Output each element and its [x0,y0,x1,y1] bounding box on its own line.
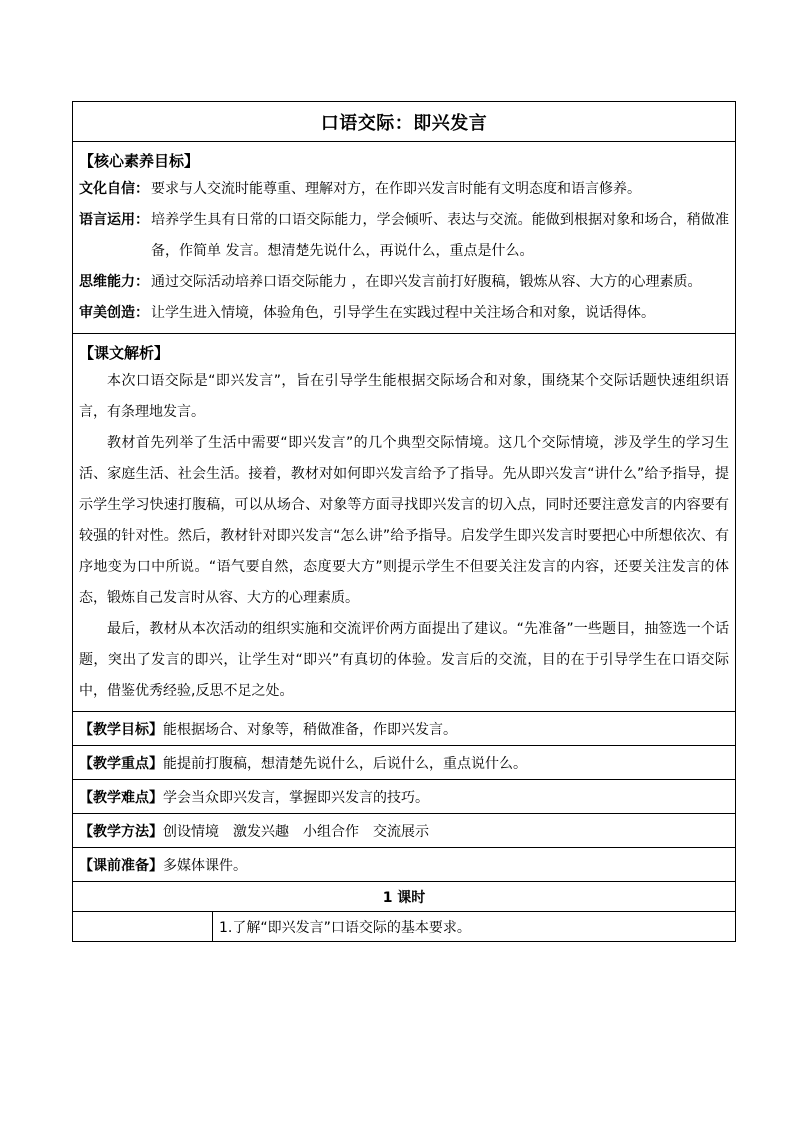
goal-label: 审美创造： [79,305,149,321]
teaching-difficulty-label: 【教学难点】 [79,789,163,806]
analysis-paragraph: 最后，教材从本次活动的组织实施和交流评价两方面提出了建议。“先准备”一些题目，抽签选一个话题，突出了发言的即兴，让学生对“即兴”有真切的体验。发言后的交流，目的在于引导学生在口语交际中，借鉴优秀经验,反思不足之处。 [79,621,729,699]
teaching-focus-label: 【教学重点】 [79,755,163,772]
teaching-focus-text: 能提前打腹稿，想清楚先说什么，后说什么，重点说什么。 [163,755,527,772]
analysis-paragraph: 教材首先列举了生活中需要“即兴发言”的几个典型交际情境。这几个交际情境，涉及学生的学习生活、家庭生活、社会生活。接着，教材对如何即兴发言给予了指导。先从即兴发言“讲什么”给予指导，提示学生学习快速打腹稿，可以从场合、对象等方面寻找即兴发言的切入点，同时还要注意发言的内容要有较强的针对性。然后，教材针对即兴发言“怎么讲”给予指导。启发学生即兴发言时要把心中所想依次、有序地变为口中所说。“语气要自然，态度要大方”则提示学生不但要关注发言的内容，还要关注发言的体态，锻炼自己发言时从容、大方的心理素质。 [79,435,729,606]
teaching-focus-row [73,746,735,780]
goal-language-use [79,205,729,267]
goal-label: 思维能力： [79,274,149,290]
analysis-paragraph: 本次口语交际是“即兴发言”，旨在引导学生能根据交际场合和对象，围绕某个交际话题快速组织语言，有条理地发言。 [79,373,729,420]
lesson-plan-table [72,101,736,942]
goal-text: 培养学生具有日常的口语交际能力，学会倾听、表达与交流。能做到根据对象和场合，稍做准备，作简单 发言。想清楚先说什么，再说什么，重点是什么。 [151,212,729,259]
teaching-method-label: 【教学方法】 [79,823,163,840]
preparation-text: 多媒体课件。 [163,857,247,874]
teaching-step-row [73,912,735,941]
teaching-method-text: 创设情境 激发兴趣 小组合作 交流展示 [163,823,429,840]
step-right-cell [213,912,735,941]
teaching-goal-row [73,712,735,746]
goal-thinking-ability [79,267,729,298]
session-header: 1 课时 [73,882,735,912]
goal-aesthetic-creation [79,298,729,329]
text-analysis-section [73,334,735,712]
preparation-row [73,848,735,882]
teaching-goal-label: 【教学目标】 [79,721,163,738]
teaching-goal-text: 能根据场合、对象等，稍做准备，作即兴发言。 [163,721,457,738]
core-goals-heading: 【核心素养目标】 [79,152,200,170]
goal-text: 要求与人交流时能尊重、理解对方，在作即兴发言时能有文明态度和语言修养。 [151,181,641,197]
teaching-difficulty-text: 学会当众即兴发言，掌握即兴发言的技巧。 [163,789,429,806]
teaching-method-row [73,814,735,848]
goal-label: 语言运用： [79,212,149,228]
step-left-cell [73,912,213,941]
step-text: 1.了解“即兴发言”口语交际的基本要求。 [219,919,471,936]
goal-text: 通过交际活动培养口语交际能力 ，在即兴发言前打好腹稿，锻炼从容、大方的心理素质。 [151,274,702,290]
document-title: 口语交际：即兴发言 [73,102,735,142]
text-analysis-heading: 【课文解析】 [79,344,170,362]
goal-cultural-confidence [79,174,729,205]
core-goals-section [73,142,735,334]
teaching-difficulty-row [73,780,735,814]
preparation-label: 【课前准备】 [79,857,163,874]
goal-text: 让学生进入情境，体验角色，引导学生在实践过程中关注场合和对象，说话得体。 [151,305,655,321]
goal-label: 文化自信： [79,181,149,197]
